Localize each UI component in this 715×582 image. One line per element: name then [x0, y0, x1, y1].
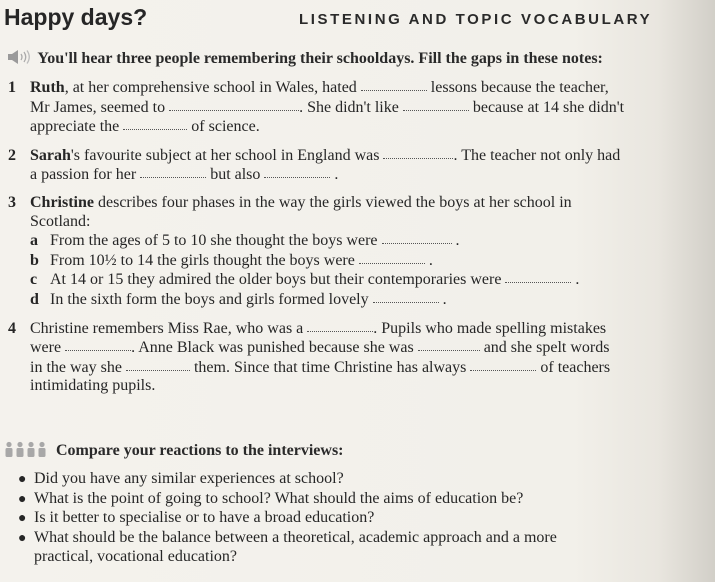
bullet-item: [18, 509, 557, 529]
bullet-text: practical, vocational education?: [34, 548, 238, 566]
note-line: [8, 98, 708, 118]
answer-gap[interactable]: [470, 358, 536, 371]
answer-gap[interactable]: [373, 290, 439, 303]
speaker-name: Ruth: [30, 79, 65, 96]
answer-gap[interactable]: [264, 165, 330, 178]
note-text: At 14 or 15 they admired the older boys but their contemporaries were: [50, 271, 502, 289]
note-text: . She didn't like: [299, 98, 399, 116]
note-line: [8, 377, 708, 396]
answer-gap[interactable]: [169, 98, 299, 111]
group-icon: [4, 441, 48, 457]
note-text: intimidating pupils.: [30, 377, 156, 395]
discussion-bullets: [18, 470, 557, 567]
note-line: [8, 319, 708, 339]
note-text: Mr James, seemed to: [30, 98, 166, 116]
answer-gap[interactable]: [383, 146, 453, 159]
note-line: [8, 78, 708, 98]
bullet-icon: ●: [18, 530, 27, 546]
note-text: but also: [210, 166, 261, 184]
bullet-icon: ●: [18, 491, 27, 507]
note-text: In the sixth form the boys and girls formed lovely: [50, 290, 369, 308]
note-text: of teachers: [540, 358, 611, 376]
answer-gap[interactable]: [382, 231, 452, 244]
answer-gap[interactable]: [505, 270, 571, 283]
sub-item: [8, 290, 708, 310]
note-text: them. Since that time Christine has always: [193, 358, 467, 376]
listening-instruction: [8, 50, 603, 68]
note-text: From the ages of 5 to 10 she thought the boys were: [50, 232, 378, 250]
note-text: Scotland:: [30, 212, 91, 230]
note-line: [8, 358, 708, 378]
section-label: LISTENING AND TOPIC VOCABULARY: [299, 11, 653, 28]
speaker-name: Sarah: [30, 146, 71, 164]
note-text: and she spelt words: [483, 339, 610, 357]
note-text: .: [442, 290, 447, 308]
item-number: 4: [8, 319, 16, 337]
bullet-text: What should be the balance between a theoretical, academic approach and a more: [34, 528, 557, 546]
answer-gap[interactable]: [123, 117, 187, 130]
bullet-icon: ●: [18, 472, 27, 487]
note-text: .: [575, 271, 580, 289]
note-text: . Anne Black was punished because she was: [131, 339, 414, 357]
bullet-text: Is it better to specialise or to have a broad education?: [34, 509, 375, 527]
note-text: , at her comprehensive school in Wales, hated: [64, 79, 357, 96]
note-text: . The teacher not only had: [453, 146, 621, 164]
bullet-item: [18, 470, 557, 490]
instruction-text: You'll hear three people remembering their schooldays. Fill the gaps in these notes:: [37, 50, 603, 67]
note-text: describes four phases in the way the girls viewed the boys at her school in: [98, 193, 572, 211]
note-line: [8, 146, 708, 166]
item-number: 3: [8, 193, 16, 211]
note-text: 's favourite subject at her school in England was: [70, 146, 380, 164]
note-line: [8, 338, 708, 358]
item-number: 2: [8, 146, 16, 164]
sub-item-letter: a: [30, 232, 38, 250]
note-text: From 10½ to 14 the girls thought the boys were: [50, 251, 355, 269]
note-text: lessons because the teacher,: [430, 79, 609, 96]
bullet-item: [18, 490, 557, 510]
sub-item: [8, 251, 708, 271]
note-text: .: [334, 166, 339, 184]
note-line: [8, 213, 708, 232]
bullet-text: Did you have any similar experiences at school?: [34, 470, 344, 487]
note-line: [8, 165, 708, 185]
note-text: Christine remembers Miss Rae, who was a: [30, 319, 304, 337]
sub-item-letter: d: [30, 290, 39, 308]
note-text: .: [455, 232, 460, 250]
answer-gap[interactable]: [65, 338, 131, 351]
answer-gap[interactable]: [403, 98, 469, 111]
answer-gap[interactable]: [361, 78, 427, 91]
notes-list: [8, 78, 708, 396]
page-header: [4, 4, 715, 34]
answer-gap[interactable]: [126, 358, 190, 371]
note-line: [8, 117, 708, 137]
discussion-heading-text: Compare your reactions to the interviews:: [56, 442, 344, 459]
bullet-item: [18, 529, 557, 549]
sub-item-letter: b: [30, 251, 39, 269]
note-text: because at 14 she didn't: [472, 98, 625, 116]
answer-gap[interactable]: [307, 319, 373, 332]
answer-gap[interactable]: [418, 338, 480, 351]
sub-item: [8, 270, 708, 290]
note-text: .: [428, 251, 433, 269]
speaker-name: Christine: [30, 193, 94, 211]
answer-gap[interactable]: [359, 251, 425, 264]
note-text: of science.: [191, 118, 260, 136]
bullet-text: What is the point of going to school? What should the aims of education be?: [34, 489, 524, 507]
speaker-icon: [8, 50, 32, 64]
page-title: Happy days?: [4, 4, 148, 30]
note-line: [8, 194, 708, 213]
discussion-heading: [4, 441, 344, 460]
note-text: appreciate the: [30, 118, 120, 136]
sub-item-letter: c: [30, 271, 38, 289]
note-text: . Pupils who made spelling mistakes: [373, 319, 607, 337]
bullet-icon: ●: [18, 511, 27, 527]
answer-gap[interactable]: [140, 165, 206, 178]
note-text: were: [30, 339, 62, 357]
note-text: a passion for her: [30, 166, 137, 184]
item-number: 1: [8, 79, 16, 96]
bullet-continuation: [18, 548, 557, 567]
sub-item: [8, 231, 708, 251]
note-text: in the way she: [30, 358, 122, 376]
